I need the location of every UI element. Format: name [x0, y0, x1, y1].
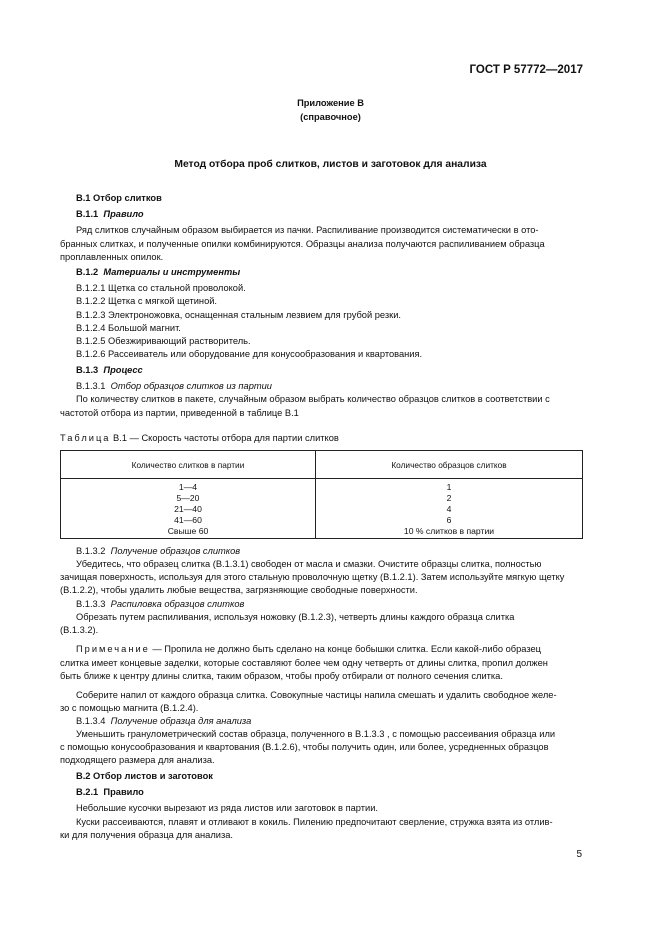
section-b134-title: Получение образца для анализа — [110, 716, 252, 726]
section-b131-heading — [76, 380, 272, 394]
table-cell-value: 41—60 — [174, 515, 202, 525]
table-cell-value: 10 % слитков в партии — [403, 526, 495, 536]
section-b21-line-3: ки для получения образца для анализа. — [60, 830, 233, 840]
table-caption-text: В.1 — Скорость частоты отбора для партии слитков — [110, 433, 339, 443]
section-b133-title: Распиловка образцов слитков — [110, 599, 245, 609]
table-cell-value: 21—40 — [174, 504, 202, 514]
section-b13-number: В.1.3 — [76, 365, 99, 375]
section-b132-line-3: (В.1.2.2), чтобы удалить любые вещества, загрязняющие свободные поверхности. — [60, 585, 418, 595]
table-header-cell: Количество слитков в партии — [61, 451, 316, 479]
table-cell-value: 1 — [446, 482, 452, 492]
collect-line-2: зо с помощью магнита (В.1.2.4). — [60, 703, 199, 713]
materials-item: В.1.2.4 Большой магнит. — [76, 323, 181, 333]
section-b11-line-3: проплавленных опилок. — [60, 252, 164, 262]
section-b132-heading — [76, 545, 240, 559]
materials-item: В.1.2.1 Щетка со стальной проволокой. — [76, 283, 246, 293]
materials-item: В.1.2.5 Обезжиривающий растворитель. — [76, 336, 251, 346]
section-b134-line-2: с помощью конусообразования и квартования (В.1.2.6), чтобы получить один, или более, усредненных образцов — [60, 742, 549, 752]
section-b11-heading — [76, 208, 144, 222]
table-cell-value: 4 — [446, 504, 452, 514]
table-cell-value: 2 — [446, 493, 452, 503]
table-cell-value: 1—4 — [178, 482, 198, 492]
section-b131-number: В.1.3.1 — [76, 381, 106, 391]
section-b133-heading — [76, 598, 244, 612]
section-b134-line-1: Уменьшить гранулометрический состав образца, полученного в В.1.3.3 , с помощью рассеивания образца или — [76, 729, 556, 739]
materials-item: В.1.2.6 Рассеиватель или оборудование для конусообразования и квартования. — [76, 349, 423, 359]
sampling-table — [60, 450, 583, 539]
section-b132-number: В.1.3.2 — [76, 546, 106, 556]
section-b133-number: В.1.3.3 — [76, 599, 106, 609]
appendix-title: Приложение В — [297, 98, 364, 108]
section-b21-line-1: Небольшие кусочки вырезают из ряда листов или заготовок в партии. — [76, 803, 378, 813]
section-b13-heading — [76, 364, 143, 378]
table-cell-value: 6 — [446, 515, 452, 525]
materials-item: В.1.2.2 Щетка с мягкой щетиной. — [76, 296, 218, 306]
standard-number: ГОСТ Р 57772—2017 — [469, 64, 583, 76]
appendix-subtitle: (справочное) — [300, 112, 361, 122]
section-b11-line-2: бранных слитках, и полученные опилки комбинируются. Образцы анализа получаются распиливанием образца — [60, 239, 545, 249]
section-b21-title: Правило — [103, 787, 144, 797]
section-b12-number: В.1.2 — [76, 267, 99, 277]
table-caption — [60, 432, 339, 446]
note-line-3: быть ближе к центру длины слитка, таким образом, чтобы пробу отбирали от полного сечения слитка. — [60, 671, 503, 681]
table-cell-value: Свыше 60 — [167, 526, 209, 536]
section-b12-heading — [76, 266, 240, 280]
section-b131-line-1: По количеству слитков в пакете, случайным образом выбрать количество образцов слитков в соответствии с — [76, 394, 550, 404]
main-title: Метод отбора проб слитков, листов и заготовок для анализа — [174, 159, 487, 170]
table-header-row — [61, 451, 583, 479]
table-cell — [316, 479, 583, 539]
table-cell — [61, 479, 316, 539]
table-cell-value: 5—20 — [176, 493, 200, 503]
note-text: — Пропила не должно быть сделано на конце бобышки слитка. Если какой-либо образец — [149, 644, 541, 654]
section-b134-line-3: подходящего размера для анализа. — [60, 755, 215, 765]
table-caption-label: Таблица — [60, 433, 111, 443]
table-row — [61, 479, 583, 539]
section-b13-title: Процесс — [103, 365, 143, 375]
note-line-1 — [76, 643, 541, 657]
section-b11-line-1: Ряд слитков случайным образом выбирается из пачки. Распиливание производится систематически в ото- — [76, 225, 539, 235]
section-b12-title: Материалы и инструменты — [103, 267, 241, 277]
section-b21-line-2: Куски рассеиваются, плавят и отливают в кокиль. Пилению предпочитают сверление, стружка взята из отлив- — [76, 817, 553, 827]
table-header-cell: Количество образцов слитков — [316, 451, 583, 479]
section-b133-line-1: Обрезать путем распиливания, используя ножовку (В.1.2.3), четверть длины каждого образца слитка — [76, 612, 515, 622]
section-b21-heading — [76, 786, 144, 800]
section-b11-title: Правило — [103, 209, 144, 219]
collect-line-1: Соберите напил от каждого образца слитка. Совокупные частицы напила смешать и удалить свободное желе- — [76, 690, 557, 700]
section-b134-heading — [76, 715, 251, 729]
section-b131-title: Отбор образцов слитков из партии — [110, 381, 272, 391]
section-b11-number: В.1.1 — [76, 209, 99, 219]
section-b134-number: В.1.3.4 — [76, 716, 106, 726]
section-b133-line-2: (В.1.3.2). — [60, 625, 99, 635]
note-line-2: слитка имеет концевые заделки, которые составляют более чем одну четверть от длины слитка, пропил должен — [60, 658, 548, 668]
page-number: 5 — [576, 849, 582, 860]
note-label: Примечание — [76, 644, 150, 654]
section-b21-number: В.2.1 — [76, 787, 99, 797]
section-b132-line-1: Убедитесь, что образец слитка (В.1.3.1) свободен от масла и смазки. Очистите образцы слитка, полностью — [76, 559, 542, 569]
section-b2-heading: В.2 Отбор листов и заготовок — [76, 771, 213, 781]
materials-item: В.1.2.3 Электроножовка, оснащенная стальным лезвием для грубой резки. — [76, 310, 401, 320]
section-b132-line-2: зачищая поверхность, используя для этого стальную проволочную щетку (В.1.2.1). Затем используйте мягкую щетку — [60, 572, 565, 582]
section-b131-line-2: частотой отбора из партии, приведенной в таблице В.1 — [60, 408, 299, 418]
section-b132-title: Получение образцов слитков — [110, 546, 241, 556]
section-b1-heading: В.1 Отбор слитков — [76, 193, 162, 203]
